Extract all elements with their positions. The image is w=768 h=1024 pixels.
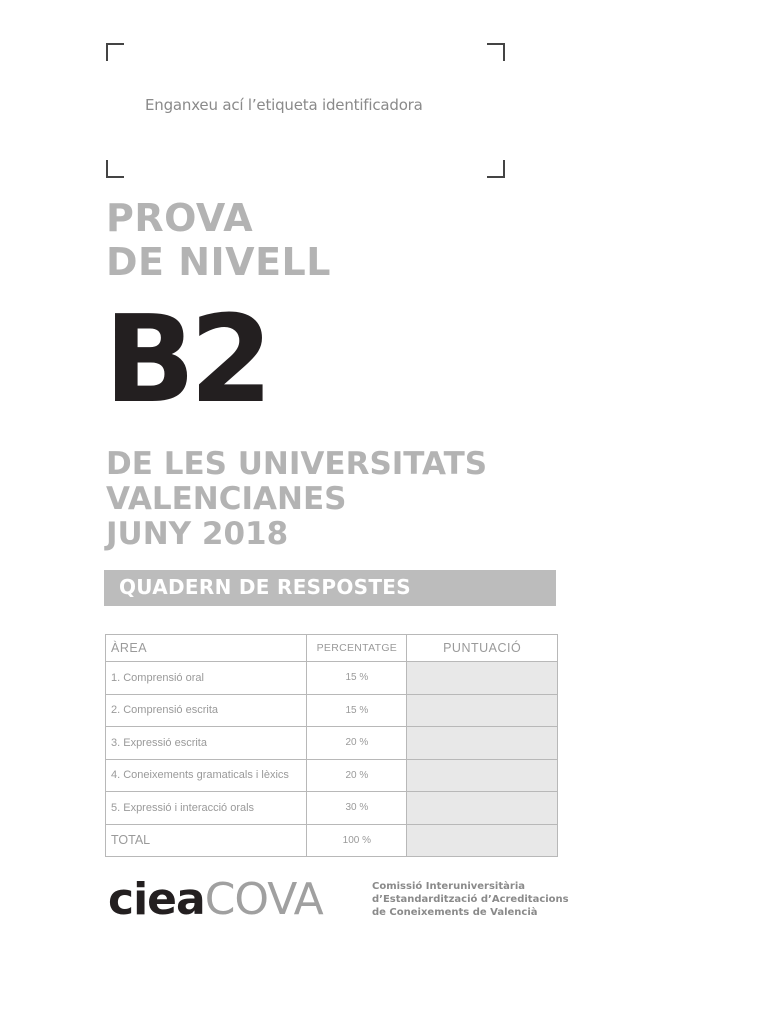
row-area: 5. Expressió i interacció orals (106, 792, 307, 825)
row-percent: 20 % (307, 759, 407, 792)
answer-booklet-banner (104, 570, 556, 606)
score-table-header (106, 635, 558, 662)
total-label: TOTAL (106, 824, 307, 857)
crop-mark-bottom-left (106, 160, 124, 178)
score-table (105, 634, 558, 857)
row-score-cell[interactable] (407, 792, 558, 825)
row-area: 3. Expressió escrita (106, 727, 307, 760)
row-percent: 15 % (307, 662, 407, 695)
table-row (106, 759, 558, 792)
table-row (106, 662, 558, 695)
row-percent: 20 % (307, 727, 407, 760)
crop-mark-top-left (106, 43, 124, 61)
exam-subtitle-line2: VALENCIANES (106, 481, 347, 517)
ciea-cova-logo (108, 873, 323, 927)
total-score-cell[interactable] (407, 824, 558, 857)
sticker-label: Enganxeu ací l’etiqueta identificadora (145, 96, 423, 114)
exam-title-line2: DE NIVELL (106, 240, 331, 284)
exam-date: JUNY 2018 (106, 516, 289, 552)
exam-title (106, 196, 331, 284)
organization-name (372, 880, 569, 919)
org-line2: d’Estandardització d’Acreditacions (372, 894, 569, 905)
exam-subtitle (106, 447, 487, 552)
row-percent: 15 % (307, 694, 407, 727)
exam-title-line1: PROVA (106, 196, 254, 240)
table-row (106, 727, 558, 760)
org-line3: de Coneixements de Valencià (372, 907, 538, 918)
crop-mark-bottom-right (487, 160, 505, 178)
logo-cova: COVA (204, 874, 323, 925)
crop-mark-top-right (487, 43, 505, 61)
level-label: B2 (104, 291, 267, 430)
row-score-cell[interactable] (407, 694, 558, 727)
total-percent: 100 % (307, 824, 407, 857)
header-area: ÀREA (106, 635, 307, 662)
answer-booklet-title: QUADERN DE RESPOSTES (119, 575, 411, 599)
row-area: 2. Comprensió escrita (106, 694, 307, 727)
table-row (106, 694, 558, 727)
row-area: 1. Comprensió oral (106, 662, 307, 695)
row-area: 4. Coneixements gramaticals i lèxics (106, 759, 307, 792)
org-line1: Comissió Interuniversitària (372, 881, 525, 892)
table-row (106, 792, 558, 825)
logo-ciea: ciea (108, 874, 205, 925)
row-percent: 30 % (307, 792, 407, 825)
exam-subtitle-line1: DE LES UNIVERSITATS (106, 446, 488, 482)
row-score-cell[interactable] (407, 662, 558, 695)
header-percent: PERCENTATGE (307, 635, 407, 662)
row-score-cell[interactable] (407, 727, 558, 760)
row-score-cell[interactable] (407, 759, 558, 792)
total-row (106, 824, 558, 857)
header-score: PUNTUACIÓ (407, 635, 558, 662)
